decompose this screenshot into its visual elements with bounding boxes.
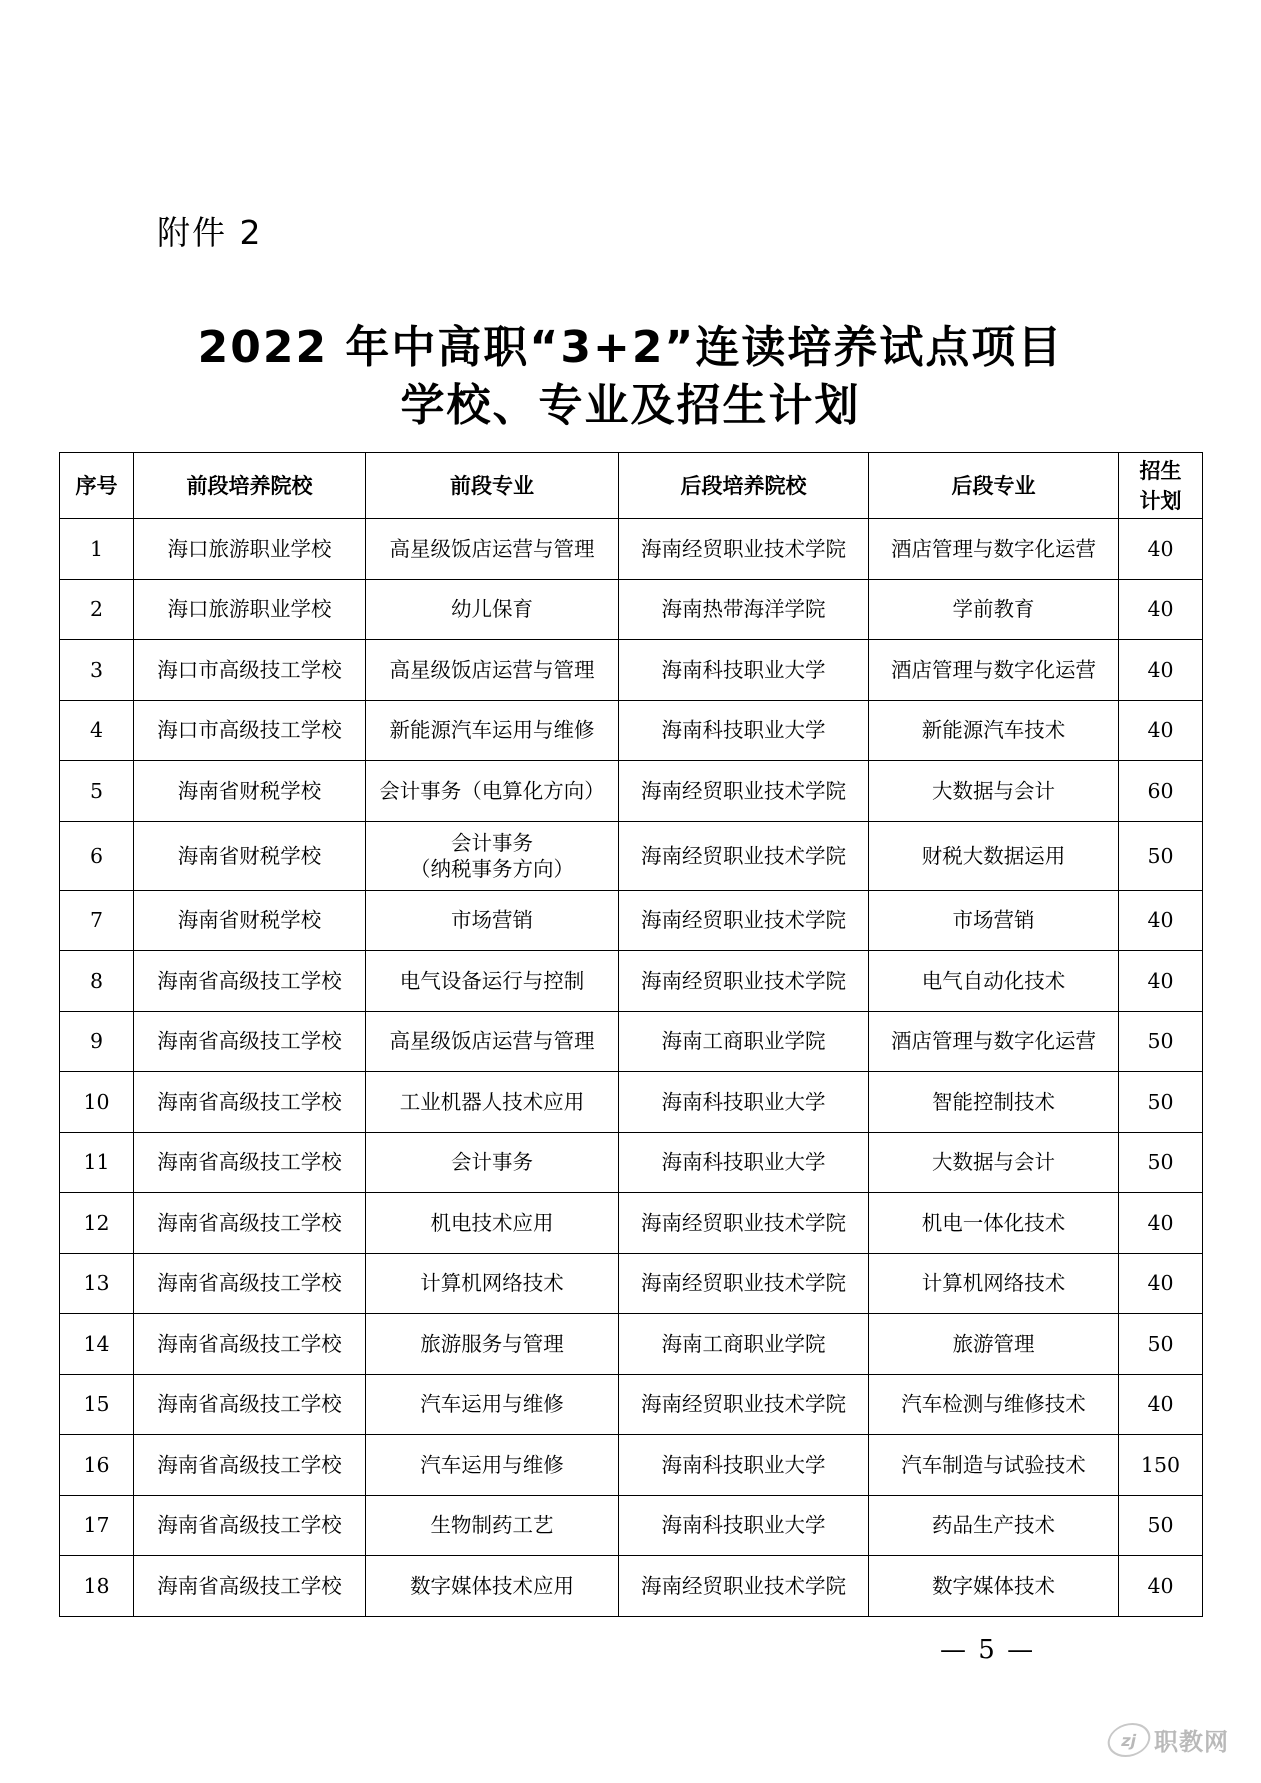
cell-serial-number: 7: [60, 890, 134, 951]
cell-back-major: 汽车制造与试验技术: [869, 1435, 1119, 1496]
cell-enrollment-plan: 40: [1119, 640, 1203, 701]
cell-serial-number: 4: [60, 700, 134, 761]
table-row: [60, 1374, 1203, 1435]
cell-serial-number: 14: [60, 1314, 134, 1375]
cell-back-school: 海南经贸职业技术学院: [619, 1556, 869, 1617]
table-row: [60, 1314, 1203, 1375]
cell-front-school: 海口市高级技工学校: [134, 640, 366, 701]
header-plan-line-1: 招生: [1139, 458, 1182, 483]
cell-front-major: 电气设备运行与控制: [366, 951, 619, 1012]
cell-front-major: 工业机器人技术应用: [366, 1072, 619, 1133]
cell-front-major: 新能源汽车运用与维修: [366, 700, 619, 761]
cell-back-school: 海南经贸职业技术学院: [619, 519, 869, 580]
header-back-major: 后段专业: [869, 453, 1119, 519]
cell-front-school: 海南省财税学校: [134, 890, 366, 951]
cell-back-major: 计算机网络技术: [869, 1253, 1119, 1314]
cell-front-major: 旅游服务与管理: [366, 1314, 619, 1375]
cell-enrollment-plan: 150: [1119, 1435, 1203, 1496]
table-row: [60, 579, 1203, 640]
cell-front-school: 海南省高级技工学校: [134, 1193, 366, 1254]
cell-enrollment-plan: 50: [1119, 1132, 1203, 1193]
cell-front-school: 海南省高级技工学校: [134, 1495, 366, 1556]
table-row: [60, 1253, 1203, 1314]
header-plan-line-2: 计划: [1139, 488, 1182, 513]
cell-back-school: 海南经贸职业技术学院: [619, 761, 869, 822]
cell-serial-number: 2: [60, 579, 134, 640]
cell-front-major: 汽车运用与维修: [366, 1435, 619, 1496]
table-row: [60, 821, 1203, 890]
document-title-line-2: 学校、专业及招生计划: [400, 380, 861, 431]
cell-back-school: 海南经贸职业技术学院: [619, 951, 869, 1012]
watermark-text: 职教网: [1154, 1728, 1229, 1756]
cell-back-school: 海南科技职业大学: [619, 1495, 869, 1556]
cell-back-school: 海南科技职业大学: [619, 1072, 869, 1133]
cell-serial-number: 9: [60, 1011, 134, 1072]
cell-front-school: 海南省财税学校: [134, 821, 366, 890]
table-row: [60, 1495, 1203, 1556]
table-row: [60, 1193, 1203, 1254]
cell-back-school: 海南工商职业学院: [619, 1314, 869, 1375]
header-front-school: 前段培养院校: [134, 453, 366, 519]
cell-front-major-line-1: 会计事务: [451, 830, 533, 855]
cell-back-school: 海南科技职业大学: [619, 700, 869, 761]
cell-serial-number: 3: [60, 640, 134, 701]
table-row: [60, 1132, 1203, 1193]
cell-back-school: 海南热带海洋学院: [619, 579, 869, 640]
cell-front-major: 汽车运用与维修: [366, 1374, 619, 1435]
table-row: [60, 1011, 1203, 1072]
cell-front-school: 海南省高级技工学校: [134, 1132, 366, 1193]
table-row: [60, 640, 1203, 701]
cell-enrollment-plan: 40: [1119, 951, 1203, 1012]
cell-back-school: 海南经贸职业技术学院: [619, 1193, 869, 1254]
table-row: [60, 1556, 1203, 1617]
cell-front-school: 海南省高级技工学校: [134, 1011, 366, 1072]
cell-front-major: 数字媒体技术应用: [366, 1556, 619, 1617]
cell-enrollment-plan: 40: [1119, 1193, 1203, 1254]
cell-front-school: 海南省高级技工学校: [134, 1556, 366, 1617]
cell-front-school: 海南省高级技工学校: [134, 1314, 366, 1375]
cell-front-major: 机电技术应用: [366, 1193, 619, 1254]
cell-back-major: 学前教育: [869, 579, 1119, 640]
cell-front-school: 海南省高级技工学校: [134, 1374, 366, 1435]
cell-serial-number: 8: [60, 951, 134, 1012]
cell-serial-number: 6: [60, 821, 134, 890]
header-back-school: 后段培养院校: [619, 453, 869, 519]
cell-front-school: 海南省财税学校: [134, 761, 366, 822]
cell-front-school: 海南省高级技工学校: [134, 951, 366, 1012]
cell-enrollment-plan: 40: [1119, 890, 1203, 951]
cell-serial-number: 5: [60, 761, 134, 822]
cell-back-school: 海南经贸职业技术学院: [619, 1374, 869, 1435]
cell-front-major-line-2: （纳税事务方向）: [410, 856, 574, 881]
cell-front-school: 海南省高级技工学校: [134, 1435, 366, 1496]
cell-back-major: 数字媒体技术: [869, 1556, 1119, 1617]
cell-front-major: 生物制药工艺: [366, 1495, 619, 1556]
cell-front-school: 海南省高级技工学校: [134, 1253, 366, 1314]
table-row: [60, 951, 1203, 1012]
cell-back-major: 大数据与会计: [869, 761, 1119, 822]
watermark: [1108, 1722, 1229, 1757]
cell-serial-number: 18: [60, 1556, 134, 1617]
cell-enrollment-plan: 50: [1119, 1011, 1203, 1072]
cell-front-major: [366, 821, 619, 890]
cell-back-major: 酒店管理与数字化运营: [869, 519, 1119, 580]
cell-front-major: 幼儿保育: [366, 579, 619, 640]
table-header-row: [60, 453, 1203, 519]
cell-back-major: 大数据与会计: [869, 1132, 1119, 1193]
table-row: [60, 1435, 1203, 1496]
cell-back-major: 机电一体化技术: [869, 1193, 1119, 1254]
cell-back-major: 酒店管理与数字化运营: [869, 1011, 1119, 1072]
page-number: — 5 —: [940, 1635, 1036, 1665]
cell-enrollment-plan: 50: [1119, 1072, 1203, 1133]
cell-back-major: 药品生产技术: [869, 1495, 1119, 1556]
cell-serial-number: 1: [60, 519, 134, 580]
cell-enrollment-plan: 60: [1119, 761, 1203, 822]
enrollment-plan-table: [59, 452, 1203, 1617]
cell-serial-number: 11: [60, 1132, 134, 1193]
cell-front-major: 市场营销: [366, 890, 619, 951]
cell-front-major: 高星级饭店运营与管理: [366, 640, 619, 701]
cell-serial-number: 10: [60, 1072, 134, 1133]
table-row: [60, 1072, 1203, 1133]
cell-enrollment-plan: 40: [1119, 1556, 1203, 1617]
cell-enrollment-plan: 40: [1119, 579, 1203, 640]
cell-back-major: 新能源汽车技术: [869, 700, 1119, 761]
table-row: [60, 890, 1203, 951]
header-front-major: 前段专业: [366, 453, 619, 519]
cell-front-major: 会计事务: [366, 1132, 619, 1193]
document-title-line-1: 2022 年中高职“3+2”连读培养试点项目: [197, 322, 1064, 373]
cell-front-school: 海南省高级技工学校: [134, 1072, 366, 1133]
cell-back-school: 海南科技职业大学: [619, 1132, 869, 1193]
cell-enrollment-plan: 40: [1119, 700, 1203, 761]
cell-back-school: 海南经贸职业技术学院: [619, 821, 869, 890]
cell-serial-number: 13: [60, 1253, 134, 1314]
header-serial-number: 序号: [60, 453, 134, 519]
cell-back-major: 酒店管理与数字化运营: [869, 640, 1119, 701]
cell-enrollment-plan: 50: [1119, 821, 1203, 890]
cell-front-major: 会计事务（电算化方向）: [366, 761, 619, 822]
cell-back-school: 海南科技职业大学: [619, 640, 869, 701]
cell-back-school: 海南经贸职业技术学院: [619, 890, 869, 951]
table-row: [60, 519, 1203, 580]
cell-front-major: 计算机网络技术: [366, 1253, 619, 1314]
cell-back-major: 市场营销: [869, 890, 1119, 951]
cell-back-school: 海南科技职业大学: [619, 1435, 869, 1496]
watermark-logo-icon: zj: [1104, 1723, 1153, 1757]
cell-front-major: 高星级饭店运营与管理: [366, 1011, 619, 1072]
cell-front-school: 海口旅游职业学校: [134, 519, 366, 580]
cell-enrollment-plan: 50: [1119, 1314, 1203, 1375]
cell-back-major: 旅游管理: [869, 1314, 1119, 1375]
cell-serial-number: 12: [60, 1193, 134, 1254]
cell-serial-number: 15: [60, 1374, 134, 1435]
cell-front-school: 海口市高级技工学校: [134, 700, 366, 761]
cell-back-school: 海南工商职业学院: [619, 1011, 869, 1072]
cell-back-major: 财税大数据运用: [869, 821, 1119, 890]
cell-front-major: 高星级饭店运营与管理: [366, 519, 619, 580]
header-enrollment-plan: [1119, 453, 1203, 519]
cell-enrollment-plan: 40: [1119, 1374, 1203, 1435]
cell-serial-number: 17: [60, 1495, 134, 1556]
cell-back-major: 汽车检测与维修技术: [869, 1374, 1119, 1435]
cell-enrollment-plan: 40: [1119, 1253, 1203, 1314]
cell-serial-number: 16: [60, 1435, 134, 1496]
cell-back-major: 智能控制技术: [869, 1072, 1119, 1133]
table-row: [60, 761, 1203, 822]
cell-front-school: 海口旅游职业学校: [134, 579, 366, 640]
attachment-label: 附件 2: [157, 213, 263, 252]
cell-enrollment-plan: 50: [1119, 1495, 1203, 1556]
cell-enrollment-plan: 40: [1119, 519, 1203, 580]
table-row: [60, 700, 1203, 761]
cell-back-major: 电气自动化技术: [869, 951, 1119, 1012]
cell-back-school: 海南经贸职业技术学院: [619, 1253, 869, 1314]
